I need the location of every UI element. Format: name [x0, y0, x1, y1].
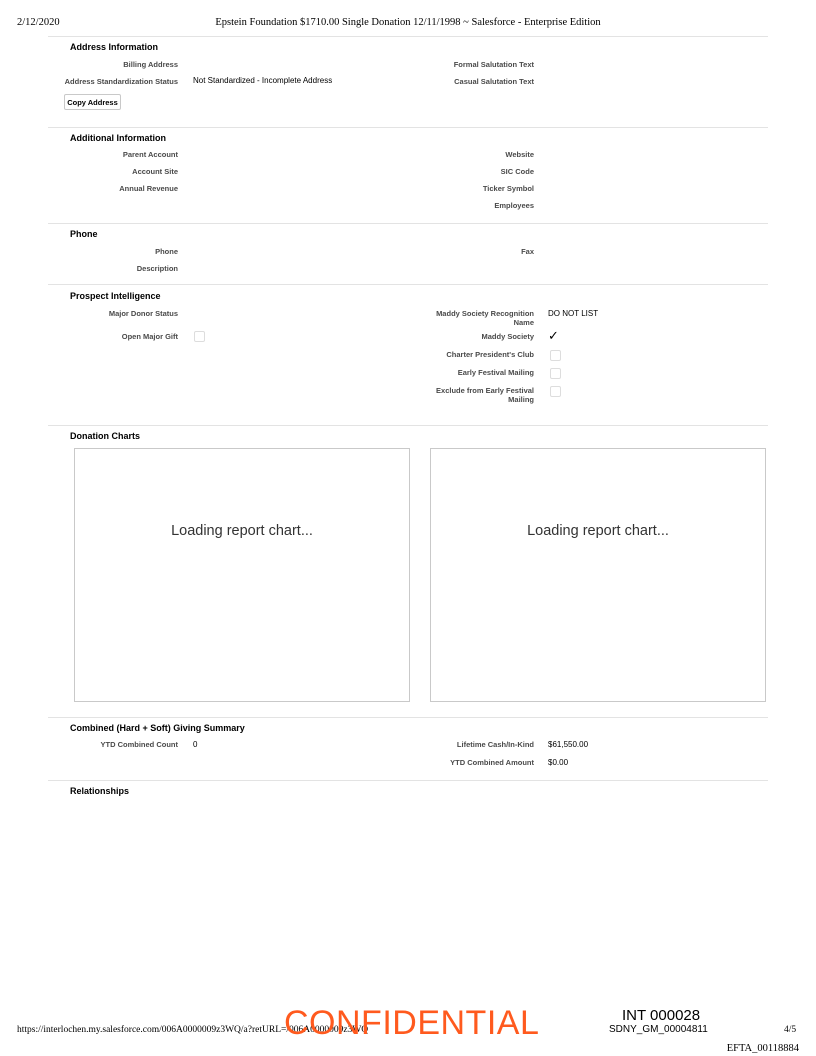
ytd-combined-count-value: 0: [193, 740, 198, 749]
label-line: Mailing: [508, 395, 534, 404]
fax-label: Fax: [521, 247, 534, 256]
page-number: 4/5: [784, 1025, 797, 1035]
section-title: Additional Information: [70, 133, 166, 143]
early-festival-mailing-checkbox[interactable]: [550, 368, 561, 379]
additional-information-section: [48, 127, 768, 223]
section-title: Donation Charts: [70, 431, 141, 441]
charter-presidents-club-label: Charter President's Club: [446, 350, 534, 359]
maddy-society-recognition-name-value: DO NOT LIST: [548, 309, 599, 318]
account-site-label: Account Site: [132, 167, 178, 176]
formal-salutation-label: Formal Salutation Text: [453, 60, 534, 69]
print-title: Epstein Foundation $1710.00 Single Donation 12/11/1998 ~ Salesforce - Enterprise Edition: [215, 17, 601, 28]
phone-label: Phone: [155, 247, 178, 256]
early-festival-mailing-label: Early Festival Mailing: [457, 368, 534, 377]
address-standardization-label: Address Standardization Status: [64, 77, 178, 86]
charter-presidents-club-checkbox[interactable]: [550, 350, 561, 361]
section-title: Combined (Hard + Soft) Giving Summary: [70, 723, 245, 733]
efta-number: EFTA_00118884: [726, 1043, 799, 1054]
section-title: Prospect Intelligence: [70, 291, 161, 301]
int-number: INT 000028: [622, 1007, 701, 1024]
description-label: Description: [136, 264, 178, 273]
label-line: Exclude from Early Festival: [436, 386, 534, 395]
report-chart-left: [74, 448, 410, 702]
open-major-gift-checkbox[interactable]: [194, 331, 205, 342]
exclude-early-festival-mailing-label: [308, 386, 534, 404]
prospect-intelligence-section: [48, 284, 768, 425]
confidential-stamp: CONFIDENTIAL: [284, 1004, 540, 1042]
ytd-combined-amount-value: $0.00: [548, 758, 569, 767]
website-label: Website: [505, 150, 534, 159]
lifetime-cash-in-kind-label: Lifetime Cash/In-Kind: [456, 740, 534, 749]
report-chart-right: [430, 448, 766, 702]
phone-section: [48, 223, 768, 284]
address-information-section: [48, 36, 768, 113]
giving-summary-section: [48, 717, 768, 780]
parent-account-label: Parent Account: [122, 150, 178, 159]
chart-loading-text: Loading report chart...: [527, 523, 669, 539]
label-line: Maddy Society Recognition: [436, 309, 534, 318]
record-detail: [48, 36, 768, 801]
maddy-society-label: Maddy Society: [481, 332, 534, 341]
print-date: 2/12/2020: [17, 17, 60, 28]
maddy-society-checkmark-icon: ✓: [548, 328, 559, 343]
ytd-combined-count-label: YTD Combined Count: [100, 740, 178, 749]
employees-label: Employees: [494, 201, 534, 210]
address-standardization-value: Not Standardized - Incomplete Address: [193, 76, 333, 85]
relationships-section: [48, 780, 768, 801]
annual-revenue-label: Annual Revenue: [119, 184, 178, 193]
chart-loading-text: Loading report chart...: [171, 523, 313, 539]
donation-charts-section: [48, 425, 768, 717]
label-line: Name: [513, 318, 534, 327]
ticker-symbol-label: Ticker Symbol: [482, 184, 534, 193]
footer-url: https://interlochen.my.salesforce.com/006A0000009z3WQ/a?retURL=/006A0000009z3WQ: [17, 1025, 369, 1035]
print-header: [17, 17, 799, 31]
major-donor-status-label: Major Donor Status: [108, 309, 178, 318]
maddy-society-recognition-name-label: [308, 309, 534, 327]
section-title: Address Information: [70, 42, 159, 52]
section-title: Phone: [70, 229, 98, 239]
copy-address-button[interactable]: Copy Address: [64, 94, 121, 110]
ytd-combined-amount-label: YTD Combined Amount: [450, 758, 534, 767]
sdny-number: SDNY_GM_00004811: [609, 1024, 708, 1035]
lifetime-cash-in-kind-value: $61,550.00: [548, 740, 589, 749]
billing-address-label: Billing Address: [123, 60, 178, 69]
casual-salutation-label: Casual Salutation Text: [454, 77, 534, 86]
open-major-gift-label: Open Major Gift: [121, 332, 178, 341]
sic-code-label: SIC Code: [500, 167, 534, 176]
section-title: Relationships: [70, 786, 130, 796]
exclude-early-festival-mailing-checkbox[interactable]: [550, 386, 561, 397]
